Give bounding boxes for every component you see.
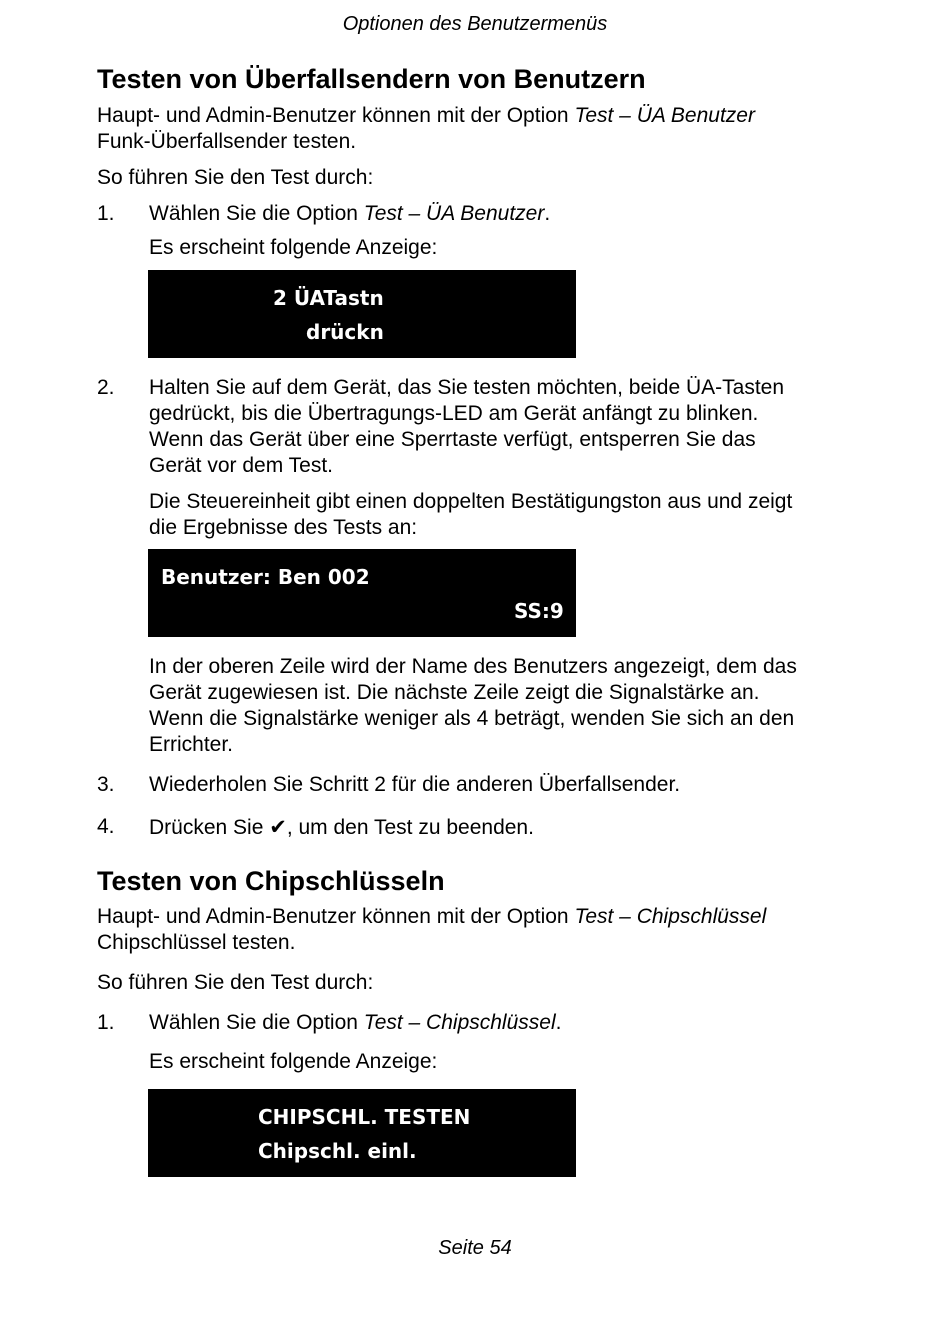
section2-step1 — [149, 1010, 561, 1036]
step-text: Wählen Sie die Option — [149, 1011, 364, 1034]
option-name: Test – Chipschlüssel — [363, 1011, 556, 1034]
lcd-display-panic-prompt — [148, 270, 576, 358]
display-note: Es erscheint folgende Anzeige: — [149, 1050, 438, 1073]
lcd-line-1: CHIPSCHL. TESTEN — [258, 1105, 471, 1129]
lcd-line-1: Benutzer: Ben 002 — [161, 565, 370, 589]
option-name: Test – ÜA Benutzer — [363, 202, 545, 225]
page-header: Optionen des Benutzermenüs — [342, 13, 608, 35]
section1-step2-line3: Wenn das Gerät über eine Sperrtaste verfügt, entsperren Sie das — [149, 428, 756, 451]
lcd-line-2: Chipschl. einl. — [258, 1139, 417, 1163]
lcd-line-2: SS:9 — [514, 599, 564, 623]
intro-text: Haupt- und Admin-Benutzer können mit der Option — [97, 905, 575, 928]
step-text: Wählen Sie die Option — [149, 202, 364, 225]
result-text-line1: Die Steuereinheit gibt einen doppelten Bestätigungston aus und zeigt — [149, 490, 793, 513]
explain-line2: Gerät zugewiesen ist. Die nächste Zeile zeigt die Signalstärke an. — [149, 681, 760, 704]
step-number: 3. — [97, 773, 115, 796]
lcd-display-test-result — [148, 549, 576, 637]
section-heading-panic-test: Testen von Überfallsendern von Benutzern — [97, 64, 646, 94]
section2-intro-line1 — [97, 904, 766, 930]
option-name: Test – Chipschlüssel — [574, 905, 767, 928]
intro-text: Haupt- und Admin-Benutzer können mit der Option — [97, 104, 575, 127]
explain-line4: Errichter. — [149, 733, 234, 756]
step-number: 2. — [97, 376, 115, 399]
result-text-line2: die Ergebnisse des Tests an: — [149, 516, 418, 539]
step-number: 1. — [97, 202, 115, 225]
section1-lead: So führen Sie den Test durch: — [97, 166, 374, 189]
section1-step1 — [149, 201, 550, 227]
lcd-line-2: drückn — [306, 320, 384, 344]
section1-step4 — [149, 814, 534, 841]
section1-step2-line4: Gerät vor dem Test. — [149, 454, 334, 477]
step-text: Drücken Sie — [149, 816, 270, 839]
step-number: 1. — [97, 1011, 115, 1034]
step-text: , um den Test zu beenden. — [286, 816, 534, 839]
section1-step2-line2: gedrückt, bis die Übertragungs-LED am Gerät anfängt zu blinken. — [149, 402, 759, 425]
explain-line1: In der oberen Zeile wird der Name des Benutzers angezeigt, dem das — [149, 655, 797, 678]
section1-step3: Wiederholen Sie Schritt 2 für die anderen Überfallsender. — [149, 773, 681, 796]
step-end: . — [544, 202, 551, 225]
page-number: Seite 54 — [438, 1237, 512, 1259]
lcd-line-1: 2 ÜATastn — [273, 286, 384, 310]
step-end: . — [555, 1011, 562, 1034]
checkmark-icon: ✔ — [269, 815, 287, 839]
section1-step2-line1: Halten Sie auf dem Gerät, das Sie testen möchten, beide ÜA-Tasten — [149, 376, 785, 399]
section1-intro-line1 — [97, 103, 755, 129]
section2-intro-line2: Chipschlüssel testen. — [97, 931, 296, 954]
step-number: 4. — [97, 815, 115, 838]
section2-lead: So führen Sie den Test durch: — [97, 971, 374, 994]
display-note: Es erscheint folgende Anzeige: — [149, 236, 438, 259]
option-name: Test – ÜA Benutzer — [574, 104, 755, 127]
section-heading-chipkey-test: Testen von Chipschlüsseln — [97, 866, 445, 896]
explain-line3: Wenn die Signalstärke weniger als 4 beträgt, wenden Sie sich an den — [149, 707, 795, 730]
lcd-display-chipkey-prompt — [148, 1089, 576, 1177]
section1-intro-line2: Funk-Überfallsender testen. — [97, 130, 357, 153]
